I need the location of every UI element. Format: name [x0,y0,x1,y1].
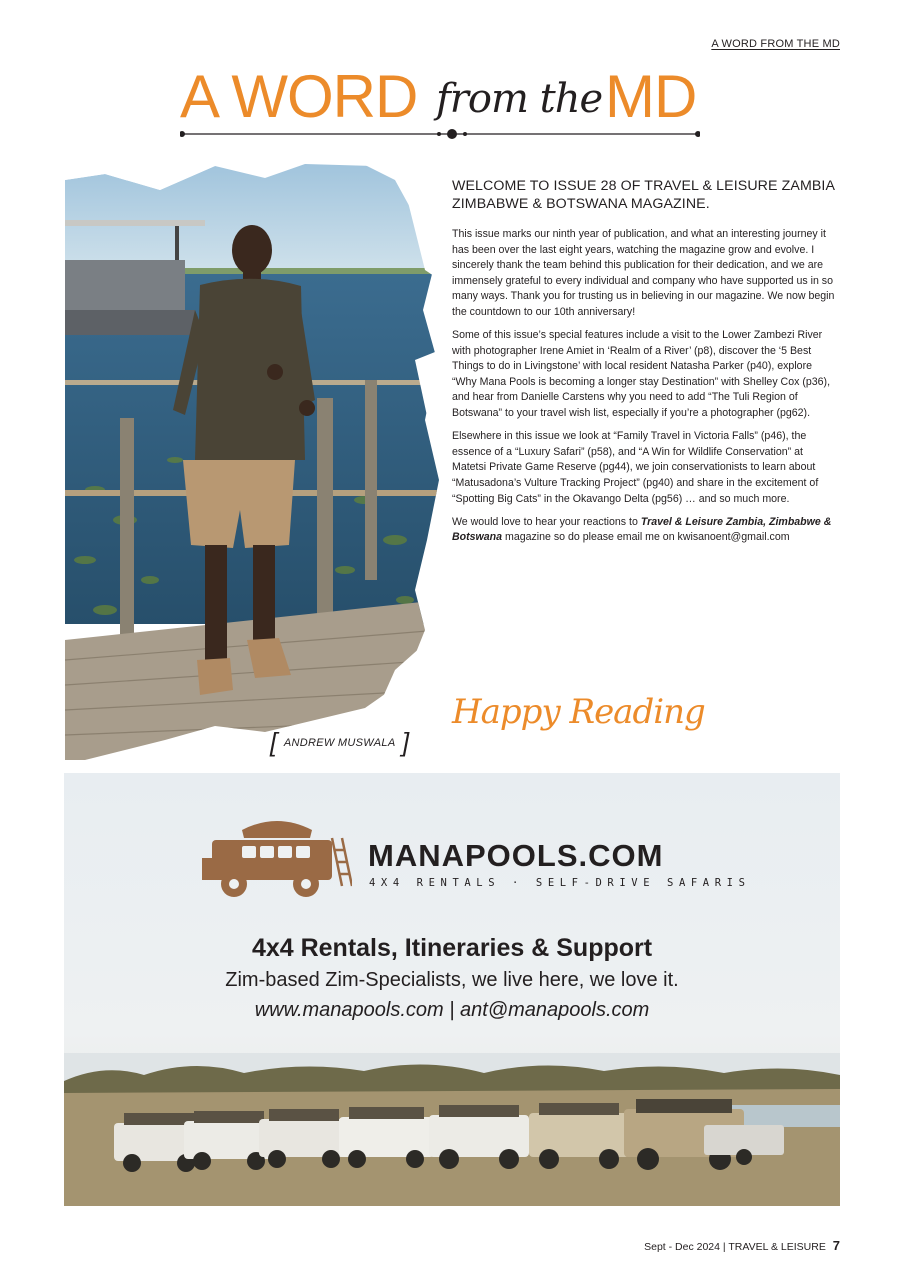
ad-tagline: Zim-based Zim-Specialists, we live here, we love it. [225,969,679,991]
safari-vehicle-icon [202,808,352,908]
masthead-rule [180,124,700,144]
article-paragraph: Some of this issue’s special features include a visit to the Lower Zambezi River with photographer Irene Amiet in ‘Realm of a River’ (p8), discover the ‘5 Best Things to do in Livingstone’ with local resident Natasha Parker (p40), explore “Why Mana Pools is becoming a longer stay Destination” with Shelley Cox (p36), and hear from Danielle Carstens why you need to add “The Tuli Region of Botswana” to your travel wish list, especially if you’re a photographer (pg62). [452,329,831,420]
ad-brand: MANAPOOLS.COM [368,838,664,873]
article-paragraph: This issue marks our ninth year of publication, and what an interesting journey it has been over the last eight years, watching the magazine grow and evolve. I sincerely thank the team behind this publication for their dedication, and we are immensely grateful to every individual and company who have supported us in so many ways. Thank you for trusting us in believing in our magazine. We now begin the countdown to our 10th anniversary! [452,228,835,318]
vehicle-lineup-photo [64,1053,840,1206]
footer-issue: Sept - Dec 2024 [644,1241,720,1253]
article-headline: WELCOME TO ISSUE 28 OF TRAVEL & LEISURE ZAMBIA ZIMBABWE & BOTSWANA MAGAZINE. [452,178,835,212]
ad-headline: 4x4 Rentals, Itineraries & Support [251,934,653,962]
caption-name: ANDREW MUSWALA [283,736,396,749]
article-closing [452,515,838,546]
photo-caption [270,727,409,758]
masthead-from: from the [436,76,603,122]
page-number: 7 [832,1238,840,1253]
footer-separator: | [722,1241,726,1253]
article [452,177,838,553]
page-footer [644,1238,840,1253]
ad-contact: www.manapools.com | ant@manapools.com [254,999,650,1021]
caption-bracket-close: ] [401,727,410,757]
closing-post: magazine so do please email me on kwisanoent@gmail.com [502,531,790,544]
article-paragraph: Elsewhere in this issue we look at “Family Travel in Victoria Falls” (p46), the essence of a “Luxury Safari” (p58), and “A Win for Wildlife Conservation” at Matetsi Private Game Reserve (pg44), we join conservationists to learn about “Matusadona’s Vulture Tracking Project” (pg40) and share in the excitement of “Spotting Big Cats” in the Okavango Delta (pg56) … and so much more. [452,430,819,505]
manapools-advert [64,773,840,1206]
magazine-name: Travel & Leisure Zambia, Zimbabwe & Botswana [452,515,832,544]
ad-brand-sub: 4X4 RENTALS · SELF-DRIVE SAFARIS [369,877,751,889]
section-tag: A WORD FROM THE MD [711,38,840,50]
signoff: Happy Reading [452,692,705,732]
masthead [180,64,710,144]
masthead-md: MD [605,63,697,130]
caption-bracket-open: [ [270,727,278,757]
closing-pre: We would love to hear your reactions to [452,515,641,528]
masthead-word: A WORD [180,63,418,130]
portrait-photo [65,160,440,760]
footer-magazine: TRAVEL & LEISURE [728,1241,826,1253]
